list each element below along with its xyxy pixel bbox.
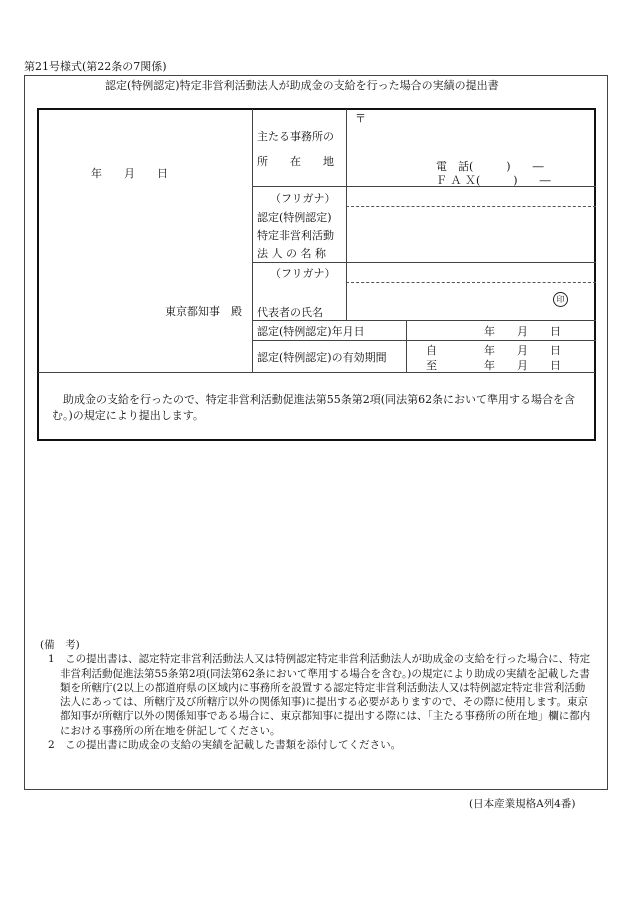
cert-date-label: 認定(特例認定)年月日 <box>257 325 365 338</box>
seal-mark-icon: 印 <box>553 292 568 307</box>
date-field: 年 月 日 <box>91 167 168 180</box>
validity-to-value: 年 月 日 <box>484 359 561 372</box>
corp-name-label-line-3: 法 人 の 名 称 <box>257 247 326 260</box>
validity-from-value: 年 月 日 <box>484 344 561 357</box>
representative-name-label: 代表者の氏名 <box>257 306 323 319</box>
note-2: 2 この提出書に助成金の支給の実績を記載した書類を添付してください。 <box>48 739 402 752</box>
fax-field: Ｆ Ａ Ｘ( ) ― <box>436 174 551 187</box>
corp-name-label-line-2: 特定非営利活動 <box>257 229 334 242</box>
date-value-divider <box>406 320 407 373</box>
cert-date-value: 年 月 日 <box>484 325 561 338</box>
validity-period-label: 認定(特例認定)の有効期間 <box>257 351 387 364</box>
address-label-line-2: 所 在 地 <box>257 155 334 168</box>
validity-from-prefix: 自 <box>426 344 437 357</box>
paper-size-footer: (日本産業規格A列4番) <box>469 798 576 810</box>
furigana-label-corp: （フリガナ） <box>270 192 336 205</box>
value-column-divider <box>346 109 347 320</box>
furigana-divider-2 <box>346 282 596 283</box>
form-number: 第21号様式(第22条の7関係) <box>24 60 167 73</box>
notes-section <box>40 638 592 752</box>
row-divider-corp-name <box>252 262 596 263</box>
corp-name-label-line-1: 認定(特例認定) <box>257 211 332 224</box>
validity-to-prefix: 至 <box>426 359 437 372</box>
phone-field: 電 話( ) ― <box>436 160 544 173</box>
row-divider-representative <box>252 320 596 321</box>
furigana-divider-1 <box>346 206 596 207</box>
form-title: 認定(特例認定)特定非営利活動法人が助成金の支給を行った場合の実績の提出書 <box>105 79 499 92</box>
postal-mark: 〒 <box>355 112 366 125</box>
address-label-line-1: 主たる事務所の <box>257 130 334 143</box>
label-column-divider <box>252 109 253 373</box>
note-1: 1 この提出書は、認定特定非営利活動法人又は特例認定特定非営利活動法人が助成金の支給を行った場合に、特定非営利活動促進法第55条第2項(同法第62条において準用する場合を含む。)の規定により助成の実績を記載した書類を所轄庁(2以上の都道府県の区域内に事務所を設置する認定特定非営利活動法人又は特例認定特定非営利活動法人にあっては、所轄庁及び所轄庁以外の関係知事)に提出する必要がありますので、その際に使用します。東京都知事が所轄庁以外の関係知事である場合に、東京都知事に提出する際には、「主たる事務所の所在地」欄に都内における事務所の所在地を併記してください。 <box>48 653 591 737</box>
submission-statement: 助成金の支給を行ったので、特定非営利活動促進法第55条第2項(同法第62条において準用する場合を含む。)の規定により提出します。 <box>52 393 576 422</box>
addressee: 東京都知事 殿 <box>165 305 242 318</box>
notes-heading: (備 考) <box>40 639 80 651</box>
furigana-label-representative: （フリガナ） <box>270 267 336 280</box>
row-divider-cert-date <box>252 340 596 341</box>
